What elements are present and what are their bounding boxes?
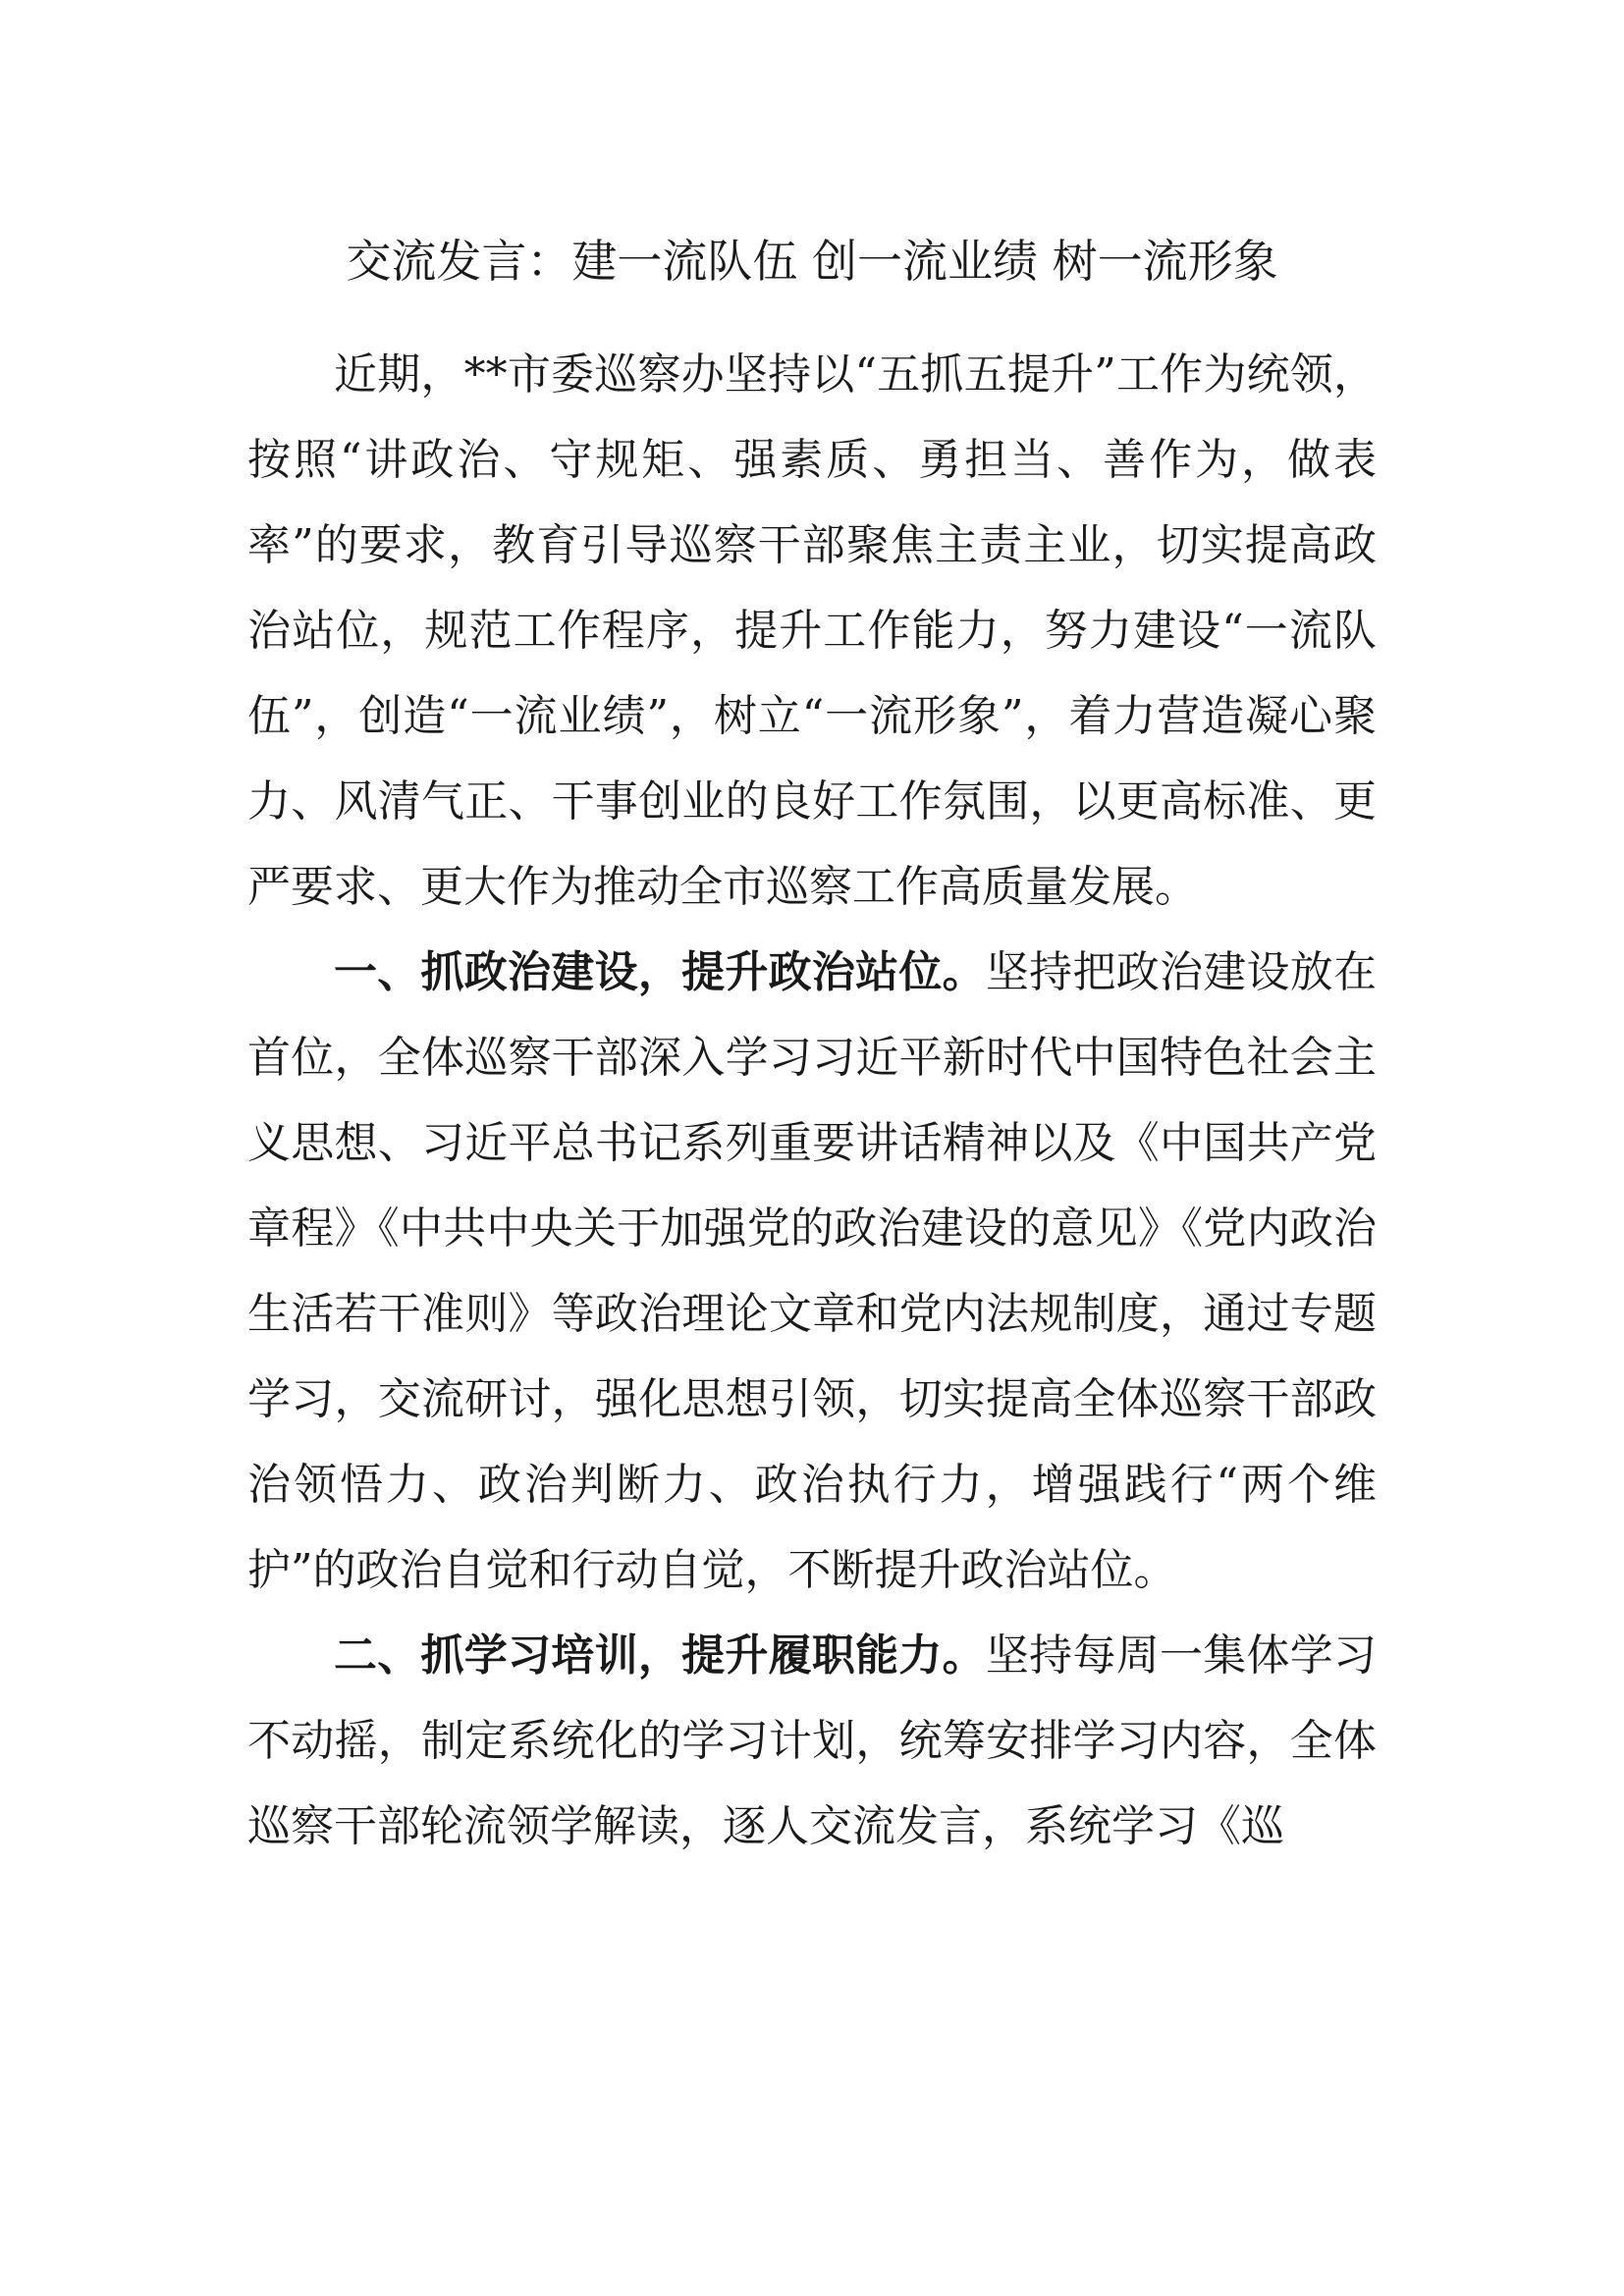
paragraph-text: 近期，**市委巡察办坚持以“五抓五提升”工作为统领，按照“讲政治、守规矩、强素质、勇担当、善作为，做表率”的要求，教育引导巡察干部聚焦主责主业，切实提高政治站位，规范工作程序，提升工作能力，努力建设“一流队伍”，创造“一流业绩”，树立“一流形象”，着力营造凝心聚力、风清气正、干事创业的良好工作氛围，以更高标准、更严要求、更大作为推动全市巡察工作高质量发展。: [247, 349, 1377, 912]
document-title: 交流发言：建一流队伍 创一流业绩 树一流形象: [346, 235, 1278, 288]
section-heading: 二、抓学习培训，提升履职能力。: [334, 1630, 986, 1681]
paragraph-text: 坚持每周一集体学习不动摇，制定系统化的学习计划，统筹安排学习内容，全体巡察干部轮流领学解读，逐人交流发言，系统学习《巡: [247, 1630, 1378, 1851]
paragraph-text: 坚持把政治建设放在首位，全体巡察干部深入学习习近平新时代中国特色社会主义思想、习近平总书记系列重要讲话精神以及《中国共产党章程》《中共中央关于加强党的政治建设的意见》《党内政治生活若干准则》等政治理论文章和党内法规制度，通过专题学习，交流研讨，强化思想引领，切实提高全体巡察干部政治领悟力、政治判断力、政治执行力，增强践行“两个维护”的政治自觉和行动自觉，不断提升政治站位。: [247, 947, 1378, 1595]
section-heading: 一、抓政治建设，提升政治站位。: [334, 947, 986, 997]
document-body: [247, 332, 1377, 1869]
paragraph-section-1: [247, 930, 1377, 1613]
paragraph-intro: [247, 332, 1377, 930]
paragraph-section-2: [247, 1613, 1377, 1869]
